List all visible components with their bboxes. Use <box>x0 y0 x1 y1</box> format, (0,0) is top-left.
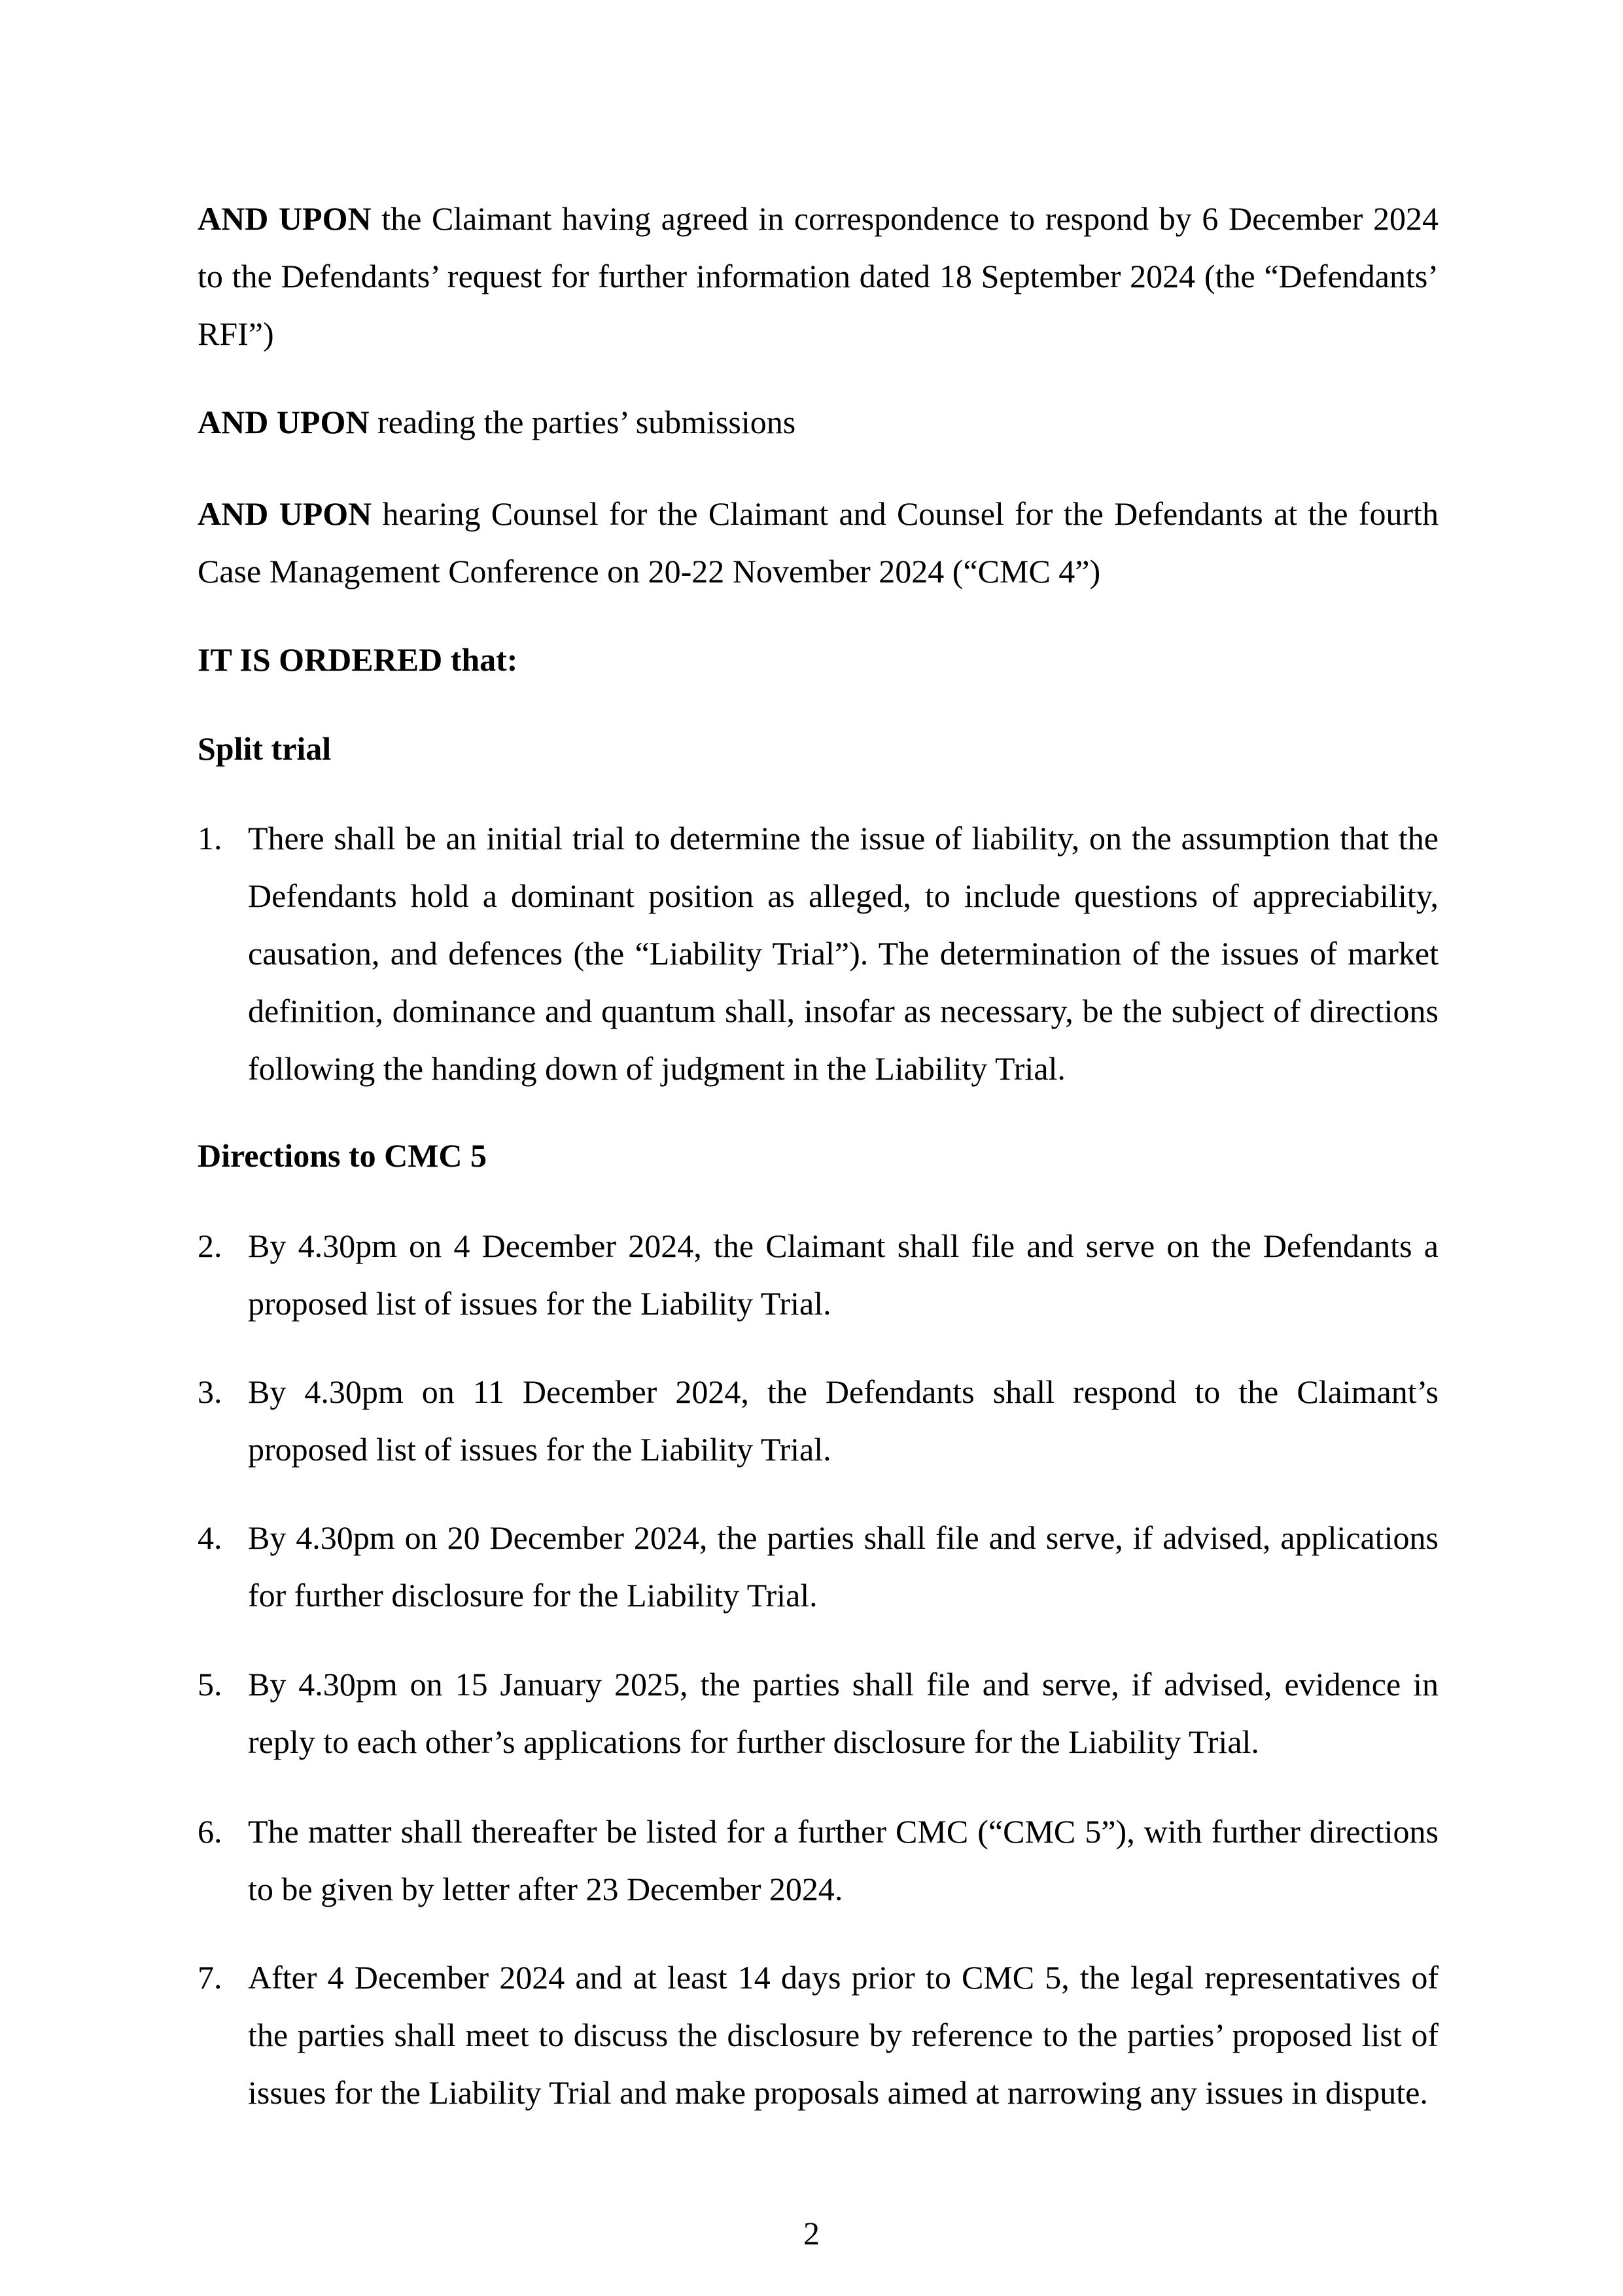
item-text: There shall be an initial trial to determine the issue of liability, on the assumption that the Defendants hold a dominant position as alleged, to include questions of appreciability, causation, and defences (the “Liability Trial”). The determination of the issues of market definition, dominance and quantum shall, insofar as necessary, be the subject of directions following the handing down of judgment in the Liability Trial. <box>248 820 1439 1087</box>
item-text: By 4.30pm on 11 December 2024, the Defendants shall respond to the Claimant’s proposed list of issues for the Liability Trial. <box>248 1373 1439 1468</box>
item-number: 7. <box>198 1959 222 1996</box>
item-number: 6. <box>198 1813 222 1850</box>
item-number: 1. <box>198 820 222 857</box>
section-heading-directions: Directions to CMC 5 <box>198 1137 487 1174</box>
preamble-rfi <box>198 190 1439 362</box>
preamble-submissions <box>198 393 1439 451</box>
preamble-lead: AND UPON <box>198 200 372 237</box>
preamble-text: reading the parties’ submissions <box>369 404 796 440</box>
item-number: 4. <box>198 1519 222 1556</box>
order-item-4 <box>198 1509 1439 1624</box>
order-item-3 <box>198 1363 1439 1478</box>
item-number: 5. <box>198 1666 222 1703</box>
preamble-hearing <box>198 485 1439 600</box>
order-item-2 <box>198 1217 1439 1332</box>
preamble-lead: AND UPON <box>198 404 370 440</box>
order-item-7 <box>198 1949 1439 2121</box>
order-item-6 <box>198 1803 1439 1918</box>
item-text: After 4 December 2024 and at least 14 days prior to CMC 5, the legal representatives of the parties shall meet to discuss the disclosure by reference to the parties’ proposed list of issues for the Liability Trial and make proposals aimed at narrowing any issues in dispute. <box>248 1959 1439 2111</box>
item-number: 3. <box>198 1373 222 1410</box>
preamble-text: the Claimant having agreed in correspondence to respond by 6 December 2024 to the Defendants’ request for further information dated 18 September 2024 (the “Defendants’ RFI”) <box>198 200 1439 352</box>
section-heading-split-trial: Split trial <box>198 730 332 767</box>
item-text: The matter shall thereafter be listed for a further CMC (“CMC 5”), with further directions to be given by letter after 23 December 2024. <box>248 1813 1439 1907</box>
order-item-1 <box>198 809 1439 1097</box>
order-item-5 <box>198 1655 1439 1771</box>
item-text: By 4.30pm on 4 December 2024, the Claimant shall file and serve on the Defendants a proposed list of issues for the Liability Trial. <box>248 1227 1439 1322</box>
preamble-lead: AND UPON <box>198 495 372 532</box>
item-text: By 4.30pm on 15 January 2025, the parties shall file and serve, if advised, evidence in reply to each other’s applications for further disclosure for the Liability Trial. <box>248 1666 1439 1760</box>
item-number: 2. <box>198 1227 222 1264</box>
preamble-text: hearing Counsel for the Claimant and Counsel for the Defendants at the fourth Case Management Conference on 20-22 November 2024 (“CMC 4”) <box>198 495 1439 590</box>
page-number: 2 <box>803 2215 820 2252</box>
order-heading: IT IS ORDERED that: <box>198 641 518 678</box>
item-text: By 4.30pm on 20 December 2024, the parties shall file and serve, if advised, applications for further disclosure for the Liability Trial. <box>248 1519 1439 1614</box>
